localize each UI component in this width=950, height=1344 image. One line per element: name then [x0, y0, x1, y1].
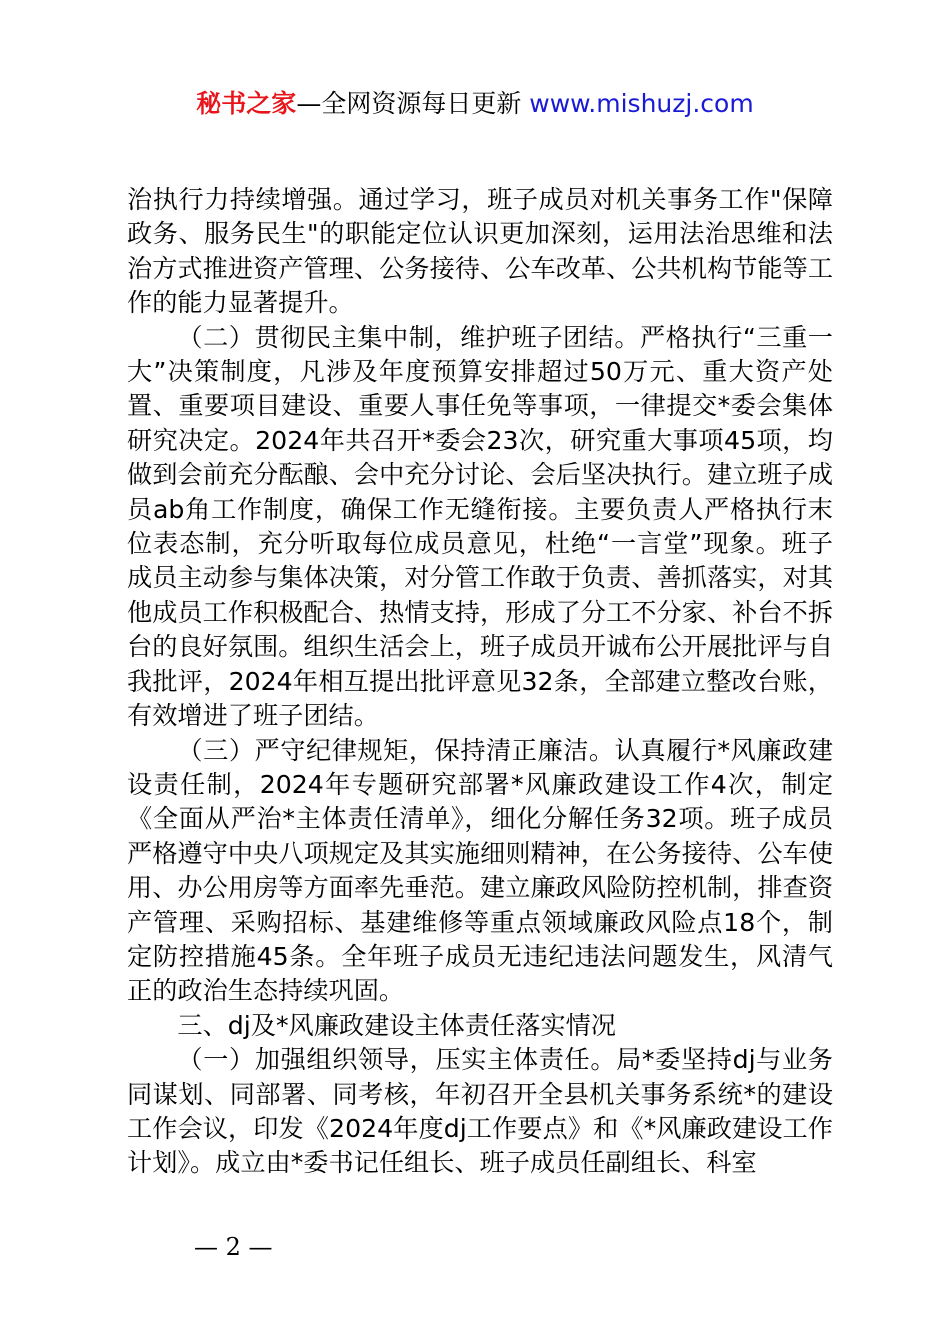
banner-tagline: —全网资源每日更新 — [296, 89, 530, 118]
site-url-link[interactable]: www.mishuzj.com — [529, 89, 754, 118]
paragraph-continuation: 治执行力持续增强。通过学习，班子成员对机关事务工作"保障政务、服务民生"的职能定位认识更加深刻，运用法治思维和法治方式推进资产管理、公务接待、公车改革、公共机构节能等工作的能力显著提升。 — [127, 185, 833, 318]
brand-name: 秘书之家 — [196, 89, 297, 118]
paragraph-subsection-1: （一）加强组织领导，压实主体责任。局*委坚持dj与业务同谋划、同部署、同考核，年初召开全县机关事务系统*的建设工作会议，印发《2024年度dj工作要点》和《*风廉政建设工作计划》。成立由*委书记任组长、班子成员任副组长、科室 — [127, 1045, 833, 1178]
paragraph-section-3: （三）严守纪律规矩，保持清正廉洁。认真履行*风廉政建设责任制，2024年专题研究部署*风廉政建设工作4次，制定《全面从严治*主体责任清单》，细化分解任务32项。班子成员严格遵守中央八项规定及其实施细则精神，在公务接待、公车使用、办公用房等方面率先垂范。建立廉政风险防控机制，排查资产管理、采购招标、基建维修等重点领域廉政风险点18个，制定防控措施45条。全年班子成员无违纪违法问题发生，风清气正的政治生态持续巩固。 — [127, 735, 833, 1006]
document-body — [127, 183, 833, 1181]
site-banner — [0, 86, 950, 122]
paragraph-section-2: （二）贯彻民主集中制，维护班子团结。严格执行“三重一大”决策制度，凡涉及年度预算安排超过50万元、重大资产处置、重要项目建设、重要人事任免等事项，一律提交*委会集体研究决定。2024年共召开*委会23次，研究重大事项45项，均做到会前充分酝酿、会中充分讨论、会后坚决执行。建立班子成员ab角工作制度，确保工作无缝衔接。主要负责人严格执行末位表态制，充分听取每位成员意见，杜绝“一言堂”现象。班子成员主动参与集体决策，对分管工作敢于负责、善抓落实，对其他成员工作积极配合、热情支持，形成了分工不分家、补台不拆台的良好氛围。组织生活会上，班子成员开诚布公开展批评与自我批评，2024年相互提出批评意见32条，全部建立整改台账，有效增进了班子团结。 — [127, 322, 833, 731]
section-heading-3: 三、dj及*风廉政建设主体责任落实情况 — [177, 1010, 616, 1040]
page-number: — 2 — — [194, 1233, 273, 1261]
